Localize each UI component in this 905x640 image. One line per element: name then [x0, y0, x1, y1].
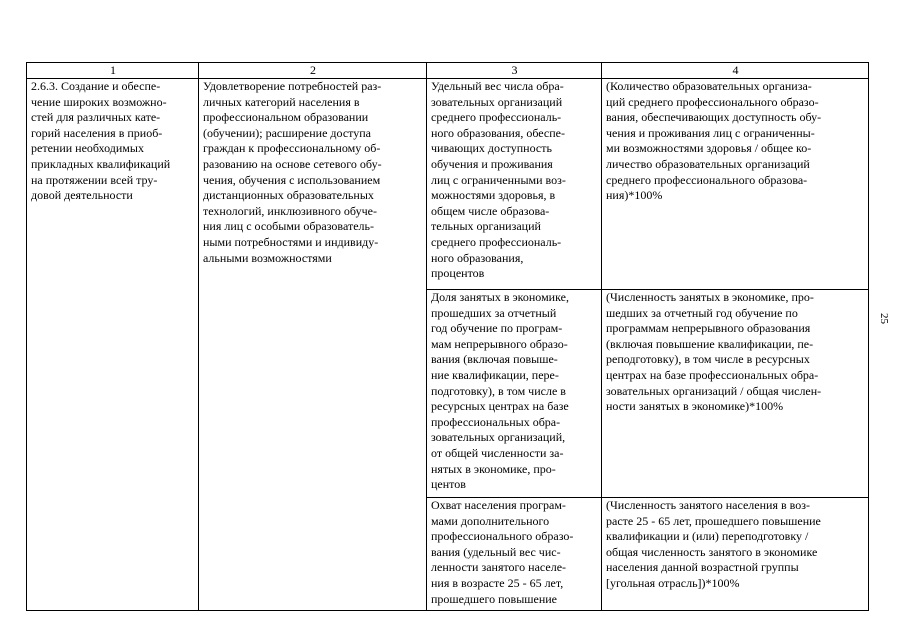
- indicator-name-cell: Охват населения програм- мами дополнительного профессионального образо- вания (удельный вес чис- ленности занятого населе- ния в возрасте 25 - 65 лет, прошедшего повышение: [427, 498, 602, 611]
- indicator-formula-cell: (Численность занятых в экономике, про- шедших за отчетный год обучение по программам непрерывного образования (включая повышение квалификации, пе- реподготовку), в том числе в ресурсных центрах на базе профессиональных обра- зовательных организаций / общая числен- ности занятых в экономике)*100%: [602, 290, 869, 498]
- header-row: [27, 63, 869, 79]
- indicator-name-cell: Удельный вес числа обра- зовательных организаций среднего профессиональ- ного образования, обеспе- чивающих доступность обучения и проживания лиц с ограниченными воз- можностями здоровья, в общем числе образова- тельных организаций среднего профессиональ- ного образования, процентов: [427, 79, 602, 290]
- indicator-name-cell: Доля занятых в экономике, прошедших за отчетный год обучение по програм- мам непрерывного образо- вания (включая повыше- ние квалификации, пере- подготовку), в том числе в ресурсных центрах на базе профессиональных обра- зовательных организаций, от общей численности за- нятых в экономике, про- центов: [427, 290, 602, 498]
- page-number: 25: [878, 313, 890, 324]
- goal-cell: Удовлетворение потребностей раз- личных категорий населения в профессиональном образовании (обучении); расширение доступа граждан к профессиональному об- разованию на основе сетевого обу- чения, обучения с использованием дистанционных образовательных технологий, инклюзивного обуче- ния лиц с особыми образователь- ными потребностями и индивиду- альными возможностями: [199, 79, 427, 611]
- column-header-1: 1: [27, 63, 199, 79]
- task-cell: 2.6.3. Создание и обеспе- чение широких возможно- стей для различных кате- горий населения в приоб- ретении необходимых прикладных квалификаций на протяжении всей тру- довой деятельности: [27, 79, 199, 611]
- table-row: [27, 79, 869, 290]
- indicator-formula-cell: (Количество образовательных организа- ций среднего профессионального образо- вания, обеспечивающих доступность обу- чения и проживания лиц с ограниченны- ми возможностями здоровья / общее ко- личество образовательных организаций среднего профессионального образова- ния)*100%: [602, 79, 869, 290]
- indicator-formula-cell: (Численность занятого населения в воз- расте 25 - 65 лет, прошедшего повышение квалификации и (или) переподготовку / общая численность занятого в экономике населения данной возрастной группы [угольная отрасль])*100%: [602, 498, 869, 611]
- column-header-2: 2: [199, 63, 427, 79]
- column-header-3: 3: [427, 63, 602, 79]
- indicators-table: [26, 62, 869, 611]
- column-header-4: 4: [602, 63, 869, 79]
